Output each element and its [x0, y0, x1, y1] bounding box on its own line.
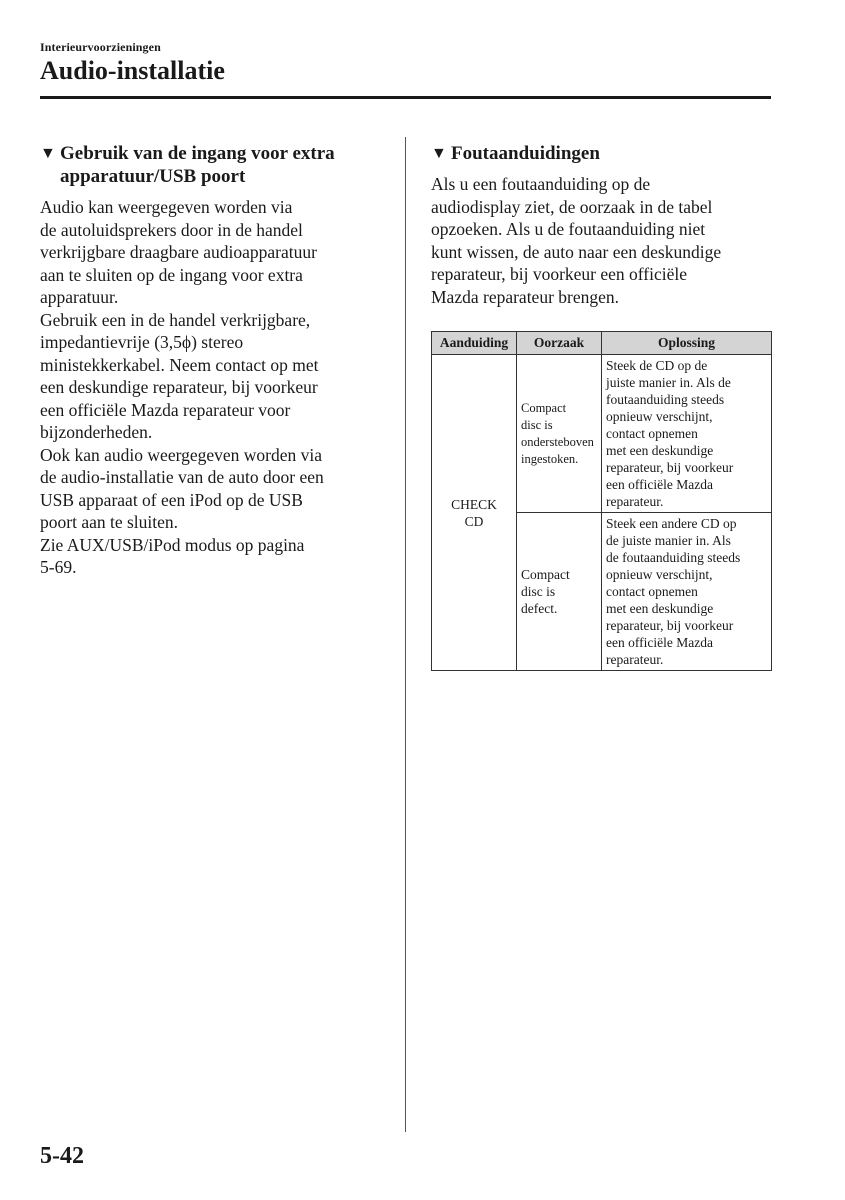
text-line: ministekkerkabel. Neem contact op met: [40, 354, 319, 375]
solution-cell: Steek een andere CD op de juiste manier in. Als de foutaanduiding steeds opnieuw verschijnt, contact opnemen met een deskundige reparateur, bij voorkeur een officiële Mazda reparateur.: [602, 513, 772, 671]
solution-cell: Steek de CD op de juiste manier in. Als de foutaanduiding steeds opnieuw verschijnt, contact opnemen met een deskundige reparateur, bij voorkeur een officiële Mazda reparateur.: [602, 355, 772, 513]
text-line: kunt wissen, de auto naar een deskundige: [431, 241, 722, 262]
text-line: verkrijgbare draagbare audioapparatuur: [40, 242, 317, 262]
text-line: de audio-installatie van de auto door een: [40, 467, 324, 487]
cause-cell: Compact disc is defect.: [517, 513, 602, 671]
table-row: [432, 355, 772, 513]
page-number: 5-42: [40, 1143, 84, 1169]
text-line: Ook kan audio weergegeven worden via: [40, 444, 323, 465]
right-column: [431, 142, 773, 671]
text-line: bijzonderheden.: [40, 422, 153, 442]
column-header-solution: Oplossing: [602, 332, 772, 355]
text-line: Gebruik een in de handel verkrijgbare,: [40, 309, 311, 330]
cause-cell: Compact disc is ondersteboven ingestoken.: [517, 355, 602, 513]
section-label: Interieurvoorzieningen: [40, 40, 161, 54]
column-divider: [405, 137, 406, 1132]
indication-cell: CHECK CD: [432, 355, 517, 671]
aux-usb-paragraph: [40, 196, 380, 579]
error-indications-paragraph: [431, 173, 773, 308]
title-rule: [40, 96, 771, 99]
aux-usb-heading-text: [60, 142, 380, 188]
text-line: aan te sluiten op de ingang voor extra: [40, 264, 303, 285]
heading-line: Gebruik van de ingang voor extra: [60, 143, 335, 164]
text-line: Audio kan weergegeven worden via: [40, 197, 293, 217]
column-header-cause: Oorzaak: [517, 332, 602, 355]
triangle-down-icon: ▼: [40, 145, 56, 162]
text-line: de autoluidsprekers door in de handel: [40, 219, 303, 240]
aux-usb-heading: [40, 142, 380, 188]
error-table: [431, 331, 772, 671]
text-line: USB apparaat of een iPod op de USB: [40, 489, 303, 510]
table-header-row: [432, 332, 772, 355]
text-line: audiodisplay ziet, de oorzaak in de tabel: [431, 196, 713, 217]
error-indications-heading-text: Foutaanduidingen: [451, 143, 600, 164]
column-header-indication: Aanduiding: [432, 332, 517, 355]
error-indications-heading: [431, 142, 773, 165]
text-line: een officiële Mazda reparateur voor: [40, 399, 291, 420]
left-column: [40, 142, 380, 579]
text-line: Als u een foutaanduiding op de: [431, 174, 651, 194]
text-line: reparateur, bij voorkeur een officiële: [431, 264, 687, 284]
text-line: 5-69.: [40, 557, 77, 577]
text-line: apparatuur.: [40, 287, 119, 307]
heading-line: apparatuur/USB poort: [60, 166, 246, 187]
text-line: een deskundige reparateur, bij voorkeur: [40, 377, 318, 397]
triangle-down-icon: ▼: [431, 145, 447, 162]
text-line: Zie AUX/USB/iPod modus op pagina: [40, 534, 305, 555]
text-line: opzoeken. Als u de foutaanduiding niet: [431, 219, 706, 239]
page-title: Audio-installatie: [40, 56, 225, 85]
text-line: poort aan te sluiten.: [40, 512, 179, 532]
text-line: Mazda reparateur brengen.: [431, 286, 620, 307]
text-line: impedantievrije (3,5ϕ) stereo: [40, 332, 244, 352]
